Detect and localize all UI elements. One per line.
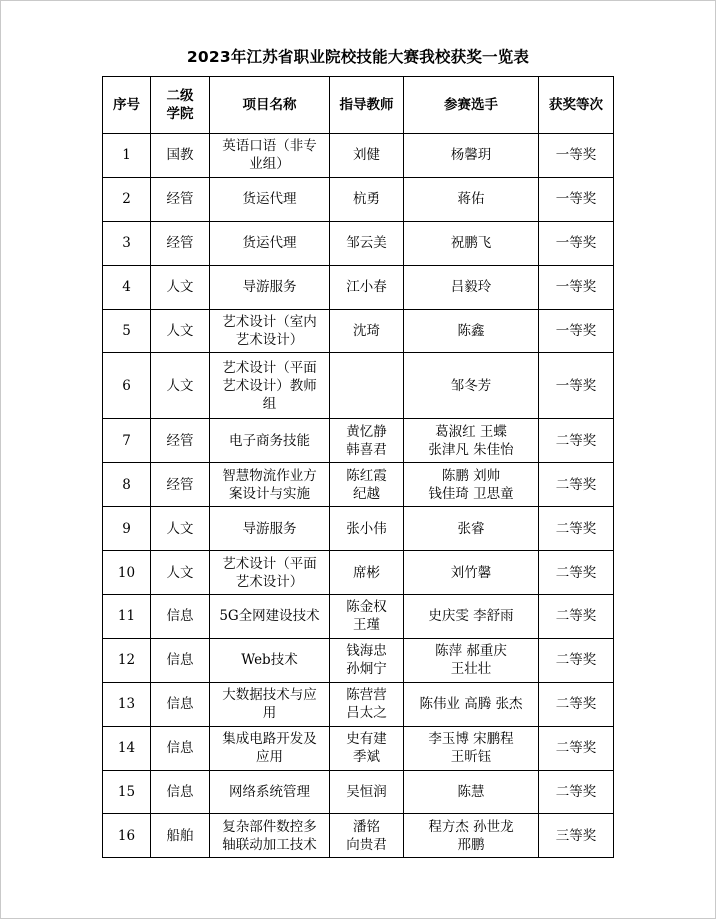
cell-teacher: 沈琦 — [330, 309, 404, 353]
cell-project: 电子商务技能 — [210, 419, 330, 463]
table-body — [103, 134, 614, 858]
table-row — [103, 770, 614, 814]
table-row — [103, 419, 614, 463]
cell-teacher: 张小伟 — [330, 507, 404, 551]
award-table — [102, 76, 614, 858]
cell-project: 5G全网建设技术 — [210, 595, 330, 639]
cell-students: 邹冬芳 — [404, 353, 539, 419]
header-college: 二级 学院 — [151, 77, 210, 134]
cell-index: 11 — [103, 595, 151, 639]
cell-project: 英语口语（非专 业组） — [210, 134, 330, 178]
cell-college: 人文 — [151, 265, 210, 309]
cell-teacher: 江小春 — [330, 265, 404, 309]
cell-index: 14 — [103, 726, 151, 770]
table-row — [103, 134, 614, 178]
cell-project: 复杂部件数控多 轴联动加工技术 — [210, 814, 330, 858]
cell-index: 3 — [103, 221, 151, 265]
cell-teacher: 吴恒润 — [330, 770, 404, 814]
cell-index: 8 — [103, 463, 151, 507]
cell-teacher: 邹云美 — [330, 221, 404, 265]
table-row — [103, 638, 614, 682]
table-row — [103, 551, 614, 595]
cell-college: 人文 — [151, 551, 210, 595]
cell-college: 经管 — [151, 463, 210, 507]
table-row — [103, 309, 614, 353]
cell-college: 信息 — [151, 682, 210, 726]
cell-award: 一等奖 — [539, 309, 614, 353]
cell-students: 程方杰 孙世龙 邢鹏 — [404, 814, 539, 858]
cell-project: 艺术设计（平面 艺术设计） — [210, 551, 330, 595]
cell-students: 陈鹏 刘帅 钱佳琦 卫思童 — [404, 463, 539, 507]
cell-project: 网络系统管理 — [210, 770, 330, 814]
cell-award: 二等奖 — [539, 770, 614, 814]
cell-award: 一等奖 — [539, 353, 614, 419]
header-project: 项目名称 — [210, 77, 330, 134]
cell-award: 二等奖 — [539, 638, 614, 682]
header-teacher: 指导教师 — [330, 77, 404, 134]
cell-students: 陈萍 郝重庆 王壮壮 — [404, 638, 539, 682]
table-row — [103, 726, 614, 770]
cell-index: 5 — [103, 309, 151, 353]
cell-college: 经管 — [151, 177, 210, 221]
table-row — [103, 221, 614, 265]
table-row — [103, 814, 614, 858]
cell-students: 陈伟业 高腾 张杰 — [404, 682, 539, 726]
cell-students: 陈鑫 — [404, 309, 539, 353]
cell-students: 李玉博 宋鹏程 王昕钰 — [404, 726, 539, 770]
cell-project: 集成电路开发及 应用 — [210, 726, 330, 770]
cell-index: 12 — [103, 638, 151, 682]
header-award: 获奖等次 — [539, 77, 614, 134]
cell-award: 二等奖 — [539, 682, 614, 726]
cell-college: 信息 — [151, 638, 210, 682]
cell-award: 二等奖 — [539, 419, 614, 463]
document-title: 2023年江苏省职业院校技能大赛我校获奖一览表 — [186, 48, 530, 66]
cell-students: 张睿 — [404, 507, 539, 551]
cell-index: 13 — [103, 682, 151, 726]
cell-students: 刘竹馨 — [404, 551, 539, 595]
cell-students: 吕毅玲 — [404, 265, 539, 309]
cell-teacher: 陈红霞 纪越 — [330, 463, 404, 507]
cell-college: 国教 — [151, 134, 210, 178]
cell-teacher: 潘铭 向贵君 — [330, 814, 404, 858]
table-row — [103, 463, 614, 507]
cell-teacher: 杭勇 — [330, 177, 404, 221]
cell-college: 经管 — [151, 419, 210, 463]
cell-students: 陈慧 — [404, 770, 539, 814]
cell-index: 10 — [103, 551, 151, 595]
cell-teacher — [330, 353, 404, 419]
cell-award: 三等奖 — [539, 814, 614, 858]
cell-award: 二等奖 — [539, 595, 614, 639]
cell-project: Web技术 — [210, 638, 330, 682]
cell-project: 导游服务 — [210, 265, 330, 309]
cell-project: 货运代理 — [210, 221, 330, 265]
cell-teacher: 刘健 — [330, 134, 404, 178]
cell-award: 二等奖 — [539, 507, 614, 551]
cell-award: 一等奖 — [539, 221, 614, 265]
table-row — [103, 177, 614, 221]
table-header-row — [103, 77, 614, 134]
cell-teacher: 席彬 — [330, 551, 404, 595]
cell-students: 祝鹏飞 — [404, 221, 539, 265]
cell-award: 一等奖 — [539, 177, 614, 221]
cell-teacher: 史有建 季斌 — [330, 726, 404, 770]
cell-award: 一等奖 — [539, 134, 614, 178]
cell-project: 智慧物流作业方 案设计与实施 — [210, 463, 330, 507]
cell-college: 信息 — [151, 595, 210, 639]
cell-project: 艺术设计（室内 艺术设计） — [210, 309, 330, 353]
cell-teacher: 陈营营 吕太之 — [330, 682, 404, 726]
cell-index: 15 — [103, 770, 151, 814]
table-row — [103, 595, 614, 639]
cell-project: 大数据技术与应 用 — [210, 682, 330, 726]
cell-award: 二等奖 — [539, 463, 614, 507]
cell-students: 葛淑红 王蝶 张津凡 朱佳怡 — [404, 419, 539, 463]
cell-teacher: 黄忆静 韩喜君 — [330, 419, 404, 463]
cell-index: 6 — [103, 353, 151, 419]
table-row — [103, 265, 614, 309]
table-row — [103, 507, 614, 551]
cell-teacher: 陈金权 王瑾 — [330, 595, 404, 639]
cell-project: 艺术设计（平面 艺术设计）教师 组 — [210, 353, 330, 419]
cell-students: 杨馨玥 — [404, 134, 539, 178]
header-students: 参赛选手 — [404, 77, 539, 134]
cell-college: 人文 — [151, 353, 210, 419]
cell-index: 1 — [103, 134, 151, 178]
cell-index: 9 — [103, 507, 151, 551]
cell-index: 4 — [103, 265, 151, 309]
cell-project: 导游服务 — [210, 507, 330, 551]
cell-project: 货运代理 — [210, 177, 330, 221]
cell-students: 蒋佑 — [404, 177, 539, 221]
table-row — [103, 682, 614, 726]
cell-college: 船舶 — [151, 814, 210, 858]
cell-award: 二等奖 — [539, 551, 614, 595]
cell-index: 7 — [103, 419, 151, 463]
table-row — [103, 353, 614, 419]
cell-college: 人文 — [151, 507, 210, 551]
cell-students: 史庆雯 李舒雨 — [404, 595, 539, 639]
cell-award: 二等奖 — [539, 726, 614, 770]
cell-index: 16 — [103, 814, 151, 858]
cell-college: 人文 — [151, 309, 210, 353]
cell-teacher: 钱海忠 孙炯宁 — [330, 638, 404, 682]
cell-college: 经管 — [151, 221, 210, 265]
cell-index: 2 — [103, 177, 151, 221]
header-index: 序号 — [103, 77, 151, 134]
cell-award: 一等奖 — [539, 265, 614, 309]
cell-college: 信息 — [151, 726, 210, 770]
cell-college: 信息 — [151, 770, 210, 814]
